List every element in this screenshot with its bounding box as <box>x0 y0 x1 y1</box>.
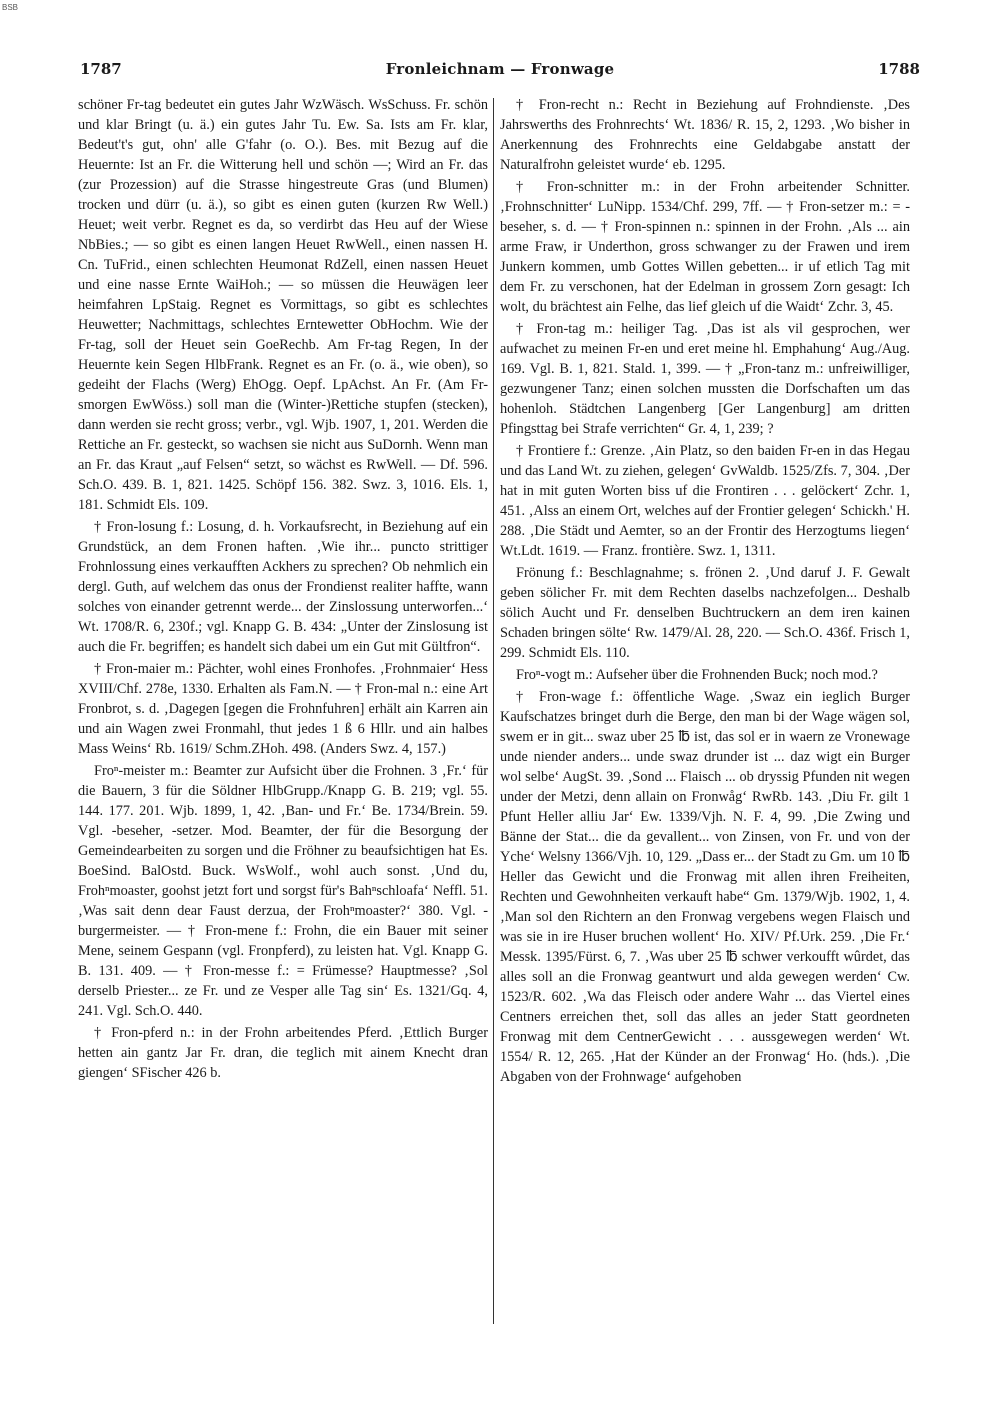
running-title: Fronleichnam — Fronwage <box>385 60 615 78</box>
left-page-number: 1787 <box>80 60 122 78</box>
page-header <box>80 60 920 84</box>
left-column <box>78 95 488 1327</box>
right-page-number: 1788 <box>878 60 920 78</box>
entry-fron-losung: † Fron-losung f.: Losung, d. h. Vorkaufsrecht, in Beziehung auf ein Grundstück, an dem Fronen haften. ‚Wie ihr... puncto strittiger Frohnlossung eines verkaufften Ackhers zu sprechen? Ob nehmlich ein dergl. Guth, auf welchem das onus der Frondienst realiter haffte, wann solches von einander getrennt werde... der Zinslossung unterworfen...‘ Wt. 1708/R. 6, 230f.; vgl. Knapp G. B. 434: „Unter der Zinslosung ist auch die Fr. begriffen; es handelt sich dabei um ein Gut mit Gültfron“. <box>78 519 488 655</box>
entry-fron-tag: † Fron-tag m.: heiliger Tag. ‚Das ist als vil gesprochen, wer aufwachet zu meinen Fr-en und eret meine hl. Emphahung‘ Aug./Aug. 169. Vgl. B. 1, 821. Stald. 1, 399. — † „Fron-tanz m.: unfreiwilliger, gezwungener Tanz; einen solchen mussten die Dorfschaften um das hohenloh. Städtchen Langenberg [Ger Langenburg] am dritten Pfingsttag bei Strafe verrichten“ Gr. 4, 1, 239; ? <box>500 321 910 437</box>
entry-fron-recht: † Fron-recht n.: Recht in Beziehung auf Frohndienste. ‚Des Jahrswerths des Frohnrechts‘ Wt. 1836/ R. 15, 2, 1293. ‚Wo bisher in Anerkennung des Frohnrechts eine Geldabgabe anstatt der Naturalfrohn geleistet wurde‘ eb. 1295. <box>500 97 910 173</box>
bsb-watermark: BSB <box>2 3 19 12</box>
column-divider <box>493 98 494 1324</box>
entry-fronleichnam-cont: schöner Fr-tag bedeutet ein gutes Jahr WzWäsch. WsSchuss. Fr. schön und klar Bringt (u. ä.) ein gutes Jahr Tu. Ew. Sa. Ists am Fr. klar, Bedeut't's gut, ohn' alle G'fahr (o. O.). Bes. mit Bezug auf die Heuernte: Ist an Fr. die Witterung hell und schön —; Wird an Fr. das (zur Prozession) auf die Strasse hingestreute Gras (und Blumen) trocken und dürr (u. ä.), so gibt es einen guten (kurzen Rw Well.) Heuet; weit verbr. Regnet es da, so verdirbt das Heu auf der Wiese NbBies.; — so gibt es einen langen Heuet RwWell., einen nassen H. Cn. TuFrid., einen schlechten Heumonat RdZell, einen nassen Heuet und eine nasse Ernte WaiHoh.; — so müssen die Heuwägen leer heimfahren LpStaig. Regnet es Vormittags, so gibt es schlechtes Heuwetter; Nachmittags, schlechtes Erntewetter ObHochm. Wie der Fr-tag, soll der Heuet sein GoeRechb. Am Fr-tag Regen, In der Heuernte kein Segen HlbFrank. Regnet es an Fr. (o. ä., wie oben), so gedeiht der Flachs (Werg) EhOgg. Oepf. LpAchst. An Fr. (Am Fr-smorgen EwWöss.) soll man die (Winter-)Rettiche stupfen (stecken), dann werden sie recht gross; verbr., vgl. Wjb. 1907, 1, 201. Werden die Rettiche an Fr. gesteckt, so wachsen sie nicht aus SuDornh. Wenn man an Fr. das Kraut „auf Felsen“ setzt, so wächst es RwWell. — Df. 596. Sch.O. 439. B. 1, 821. 1425. Schöpf 156. 382. Swz. 3, 1016. Els. 1, 181. Schmidt Els. 109. <box>78 97 488 513</box>
entry-fron-schnitter: † Fron-schnitter m.: in der Frohn arbeitender Schnitter. ‚Frohnschnitter‘ LuNipp. 1534/Chf. 299, 7ff. — † Fron-setzer m.: = -beseher, s. d. — † Fron-spinnen n.: spinnen in der Frohn. ‚Als ... ain arme Fraw, ir Underthon, gross schwanger zu der Frawen und irem Junkern kommen, umb Gottes Willen gebetten... ir uf etlich Tag mit dem Fr. zu verschonen, hat der Edelman in grossem Zorn gesagt: Ich wolt, du brächtest ain Felhe, das lief gleich uf die Waidt‘ Zchr. 3, 45. <box>500 179 910 315</box>
entry-frontiere: † Frontiere f.: Grenze. ‚Ain Platz, so den baiden Fr-en in das Hegau und das Land Wt. zu ziehen, gelegen‘ GvWaldb. 1525/Zfs. 7, 304. ‚Der hat in mit guten Worten biss uf die Frontiren . . . gelöckert‘ Zchr. 1, 451. ‚Alss an einem Ort, welches auf der Frontier gelegen‘ Schickh.' H. 288. ‚Die Städt und Aemter, so an der Frontir des Herzogtums liegen‘ Wt.Ldt. 1619. — Franz. frontière. Swz. 1, 1311. <box>500 443 910 559</box>
entry-froenung: Frönung f.: Beschlagnahme; s. frönen 2. ‚Und daruf J. F. Gewalt geben sölicher Fr. mit dem Rechten daselbs nachzefolgen... Deshalb sölich Aucht und Fr. denselben Buchtruckern an dem iren kainen Schaden bringen sölte‘ Rw. 1479/Al. 28, 220. — Sch.O. 436f. Frisch 1, 299. Schmidt Els. 110. <box>500 565 910 661</box>
entry-fron-maier: † Fron-maier m.: Pächter, wohl eines Fronhofes. ‚Frohnmaier‘ Hess XVIII/Chf. 278e, 1330. Erhalten als Fam.N. — † Fron-mal n.: eine Art Fronbrot, s. d. ‚Dagegen [gegen die Frohnfuhren] erhält ain Karren ain und ain Wagen zwei Fronmahl, thut jedes 1 ß 6 Hllr. und ain halbes Mass Weins‘ Rb. 1619/ Schm.ZHoh. 498. (Anders Swz. 4, 157.) <box>78 661 488 757</box>
entry-fron-pferd: † Fron-pferd n.: in der Frohn arbeitendes Pferd. ‚Ettlich Burger hetten ain gantz Jar Fr. dran, die teglich mit ainem Knecht dran giengen‘ SFischer 426 b. <box>78 1025 488 1081</box>
entry-fron-meister: Froⁿ-meister m.: Beamter zur Aufsicht über die Frohnen. 3 ‚Fr.‘ für die Bauern, 3 für die Söldner HlbGrupp./Knapp G. B. 219; vgl. 55. 144. 177. 201. Wjb. 1899, 1, 42. ‚Ban- und Fr.‘ Be. 1734/Brein. 59. Vgl. -beseher, -setzer. Mod. Beamter, der für die Besorgung der Gemeindearbeiten zu sorgen und die Fröhner zu beaufsichtigen hat Es. BoeSind. BalOstd. Buck. WsWolf., wohl auch sonst. ‚Und du, Frohⁿmoaster, goohst jetzt fort und sorgst für's Bahⁿschloafa‘ Neffl. 51. ‚Was sait denn dear Faust derzua, der Frohⁿmoaster?‘ 380. Vgl. -burgermeister. — † Fron-mene f.: Frohn, die ein Bauer mit seiner Mene, seinem Gespann (vgl. Fronpferd), zu leisten hat. Vgl. Knapp G. B. 131. 409. — † Fron-messe f.: = Frümesse? Hauptmesse? ‚Sol derselb Priester... ze Fr. und ze Vesper alle Tag sin‘ Es. 1321/Gq. 4, 241. Vgl. Sch.O. 440. <box>78 763 488 1019</box>
entry-fron-wage: † Fron-wage f.: öffentliche Wage. ‚Swaz ein ieglich Burger Kaufschatzes bringet durh die Berge, den man bi der Wage wägen sol, swem er in git... swaz uber 25 ℔ ist, das sol er in waern ze Vronewage unde niender anders... unde swaz drunder ist ... daz wigt ein Burger wol selbe‘ AugSt. 39. ‚Sond ... Flaisch ... ob dryssig Pfunden nit wegen under der Metzi, denn allain on Fronwåg‘ RwRb. 143. ‚Diu Fr. gilt 1 Pfunt Heller alliu Jar‘ Ew. 1339/Vjh. N. F. 4, 99. ‚Die Zwing und Bänne der Stat... die da gevallent... von Zinsen, von Fr. und von der Yche‘ Welsny 1366/Vjh. 10, 129. „Dass er... der Stadt zu Gm. um 10 ℔ Heller das Gewicht und die Fronwag mit allen ihren Freiheiten, Rechten und Gewohnheiten verkauft habe“ Gm. 1379/Wjb. 1902, 1, 4. ‚Man sol den Richtern an den Fronwag vergebens wegen Flaisch und was sie in ire Huser bruchen wollent‘ Ho. XIV/ Pf.Urk. 259. ‚Die Fr.‘ Messk. 1395/Fürst. 6, 7. ‚Was uber 25 ℔ schwer verkoufft wûrdet, das alles soll an die Fronwag geantwurt und alda gewegen werden‘ Cw. 1523/R. 602. ‚Wa das Fleisch oder andere Wahr ... das Viertel eines Centners erreichen thet, soll das alles an jeder Statt geordneten Fronwag mit dem CentnerGewicht . . . aussgewegen werden‘ Wt. 1554/ R. 12, 265. ‚Hat der Künder an der Fronwag‘ Ho. (hds.). ‚Die Abgaben von der Frohnwage‘ aufgehoben <box>500 689 910 1085</box>
entry-fron-vogt: Froⁿ-vogt m.: Aufseher über die Frohnenden Buck; noch mod.? <box>516 667 878 683</box>
right-column <box>500 95 910 1327</box>
